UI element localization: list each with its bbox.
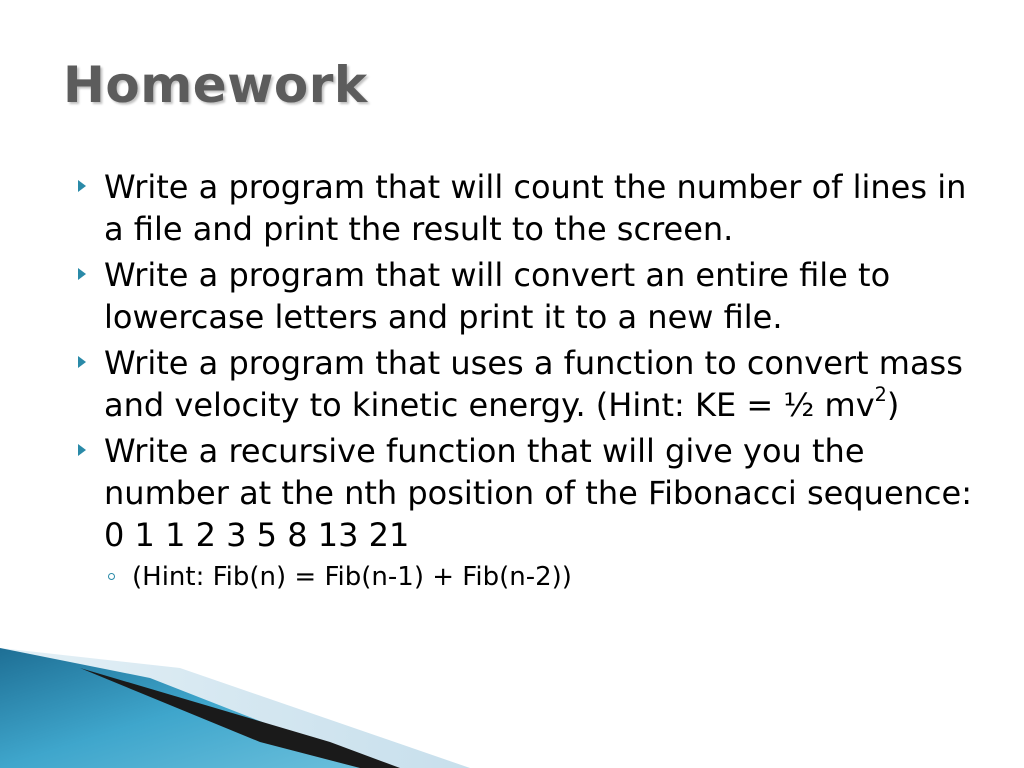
sub-list-item bbox=[72, 560, 992, 594]
bullet-text: Write a program that will count the number of lines in a file and print the result to the screen. bbox=[104, 168, 967, 248]
bullet-list bbox=[72, 166, 992, 594]
bullet-text: Write a program that will convert an entire file to lowercase letters and print it to a new file. bbox=[104, 256, 891, 336]
triangle-right-icon bbox=[78, 444, 86, 456]
list-item bbox=[72, 430, 992, 556]
triangle-right-icon bbox=[78, 180, 86, 192]
circle-outline-icon bbox=[108, 573, 115, 580]
triangle-right-icon bbox=[78, 356, 86, 368]
sub-bullet-text: (Hint: Fib(n) = Fib(n-1) + Fib(n-2)) bbox=[132, 562, 572, 592]
list-item bbox=[72, 254, 992, 338]
superscript-exponent: 2 bbox=[874, 383, 887, 407]
bullet-text-end: ) bbox=[886, 386, 900, 424]
list-item bbox=[72, 166, 992, 250]
list-item bbox=[72, 342, 992, 426]
bullet-text: Write a recursive function that will give you the number at the nth position of the Fibonacci sequence: 0 1 1 2 3 5 8 13 21 bbox=[104, 432, 972, 554]
bullet-text: Write a program that uses a function to convert mass and velocity to kinetic energy. (Hint: KE = ½ mv bbox=[104, 344, 963, 424]
triangle-right-icon bbox=[78, 268, 86, 280]
slide-title: Homework bbox=[63, 56, 368, 114]
